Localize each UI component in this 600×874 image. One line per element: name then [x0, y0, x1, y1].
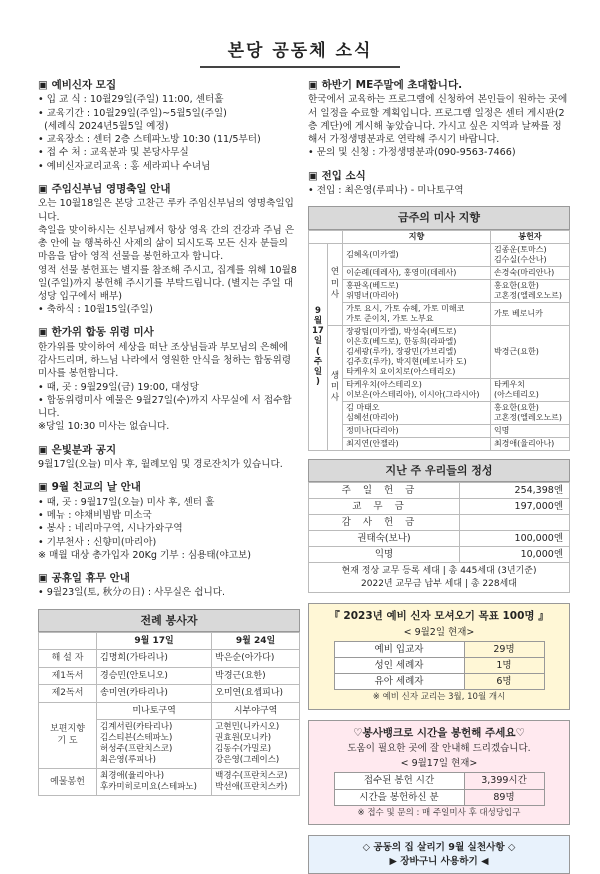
server-name: 권효원(모니카) — [215, 732, 272, 743]
box-subtitle: < 9월17일 현재> — [400, 758, 478, 770]
cell — [212, 719, 300, 768]
box-note: ※ 접수 및 문의 : 매 주일미사 후 대성당입구 — [357, 807, 521, 818]
text-line: 한국에서 교육하는 프로그램에 신청하여 본인들이 원하는 곳에서 일정을 수료할 계획입니다. 프로그램 일정은 센터 게시판(2층 계단)에 게시해 놓았습니다. 가시고 싶은 지역과 날짜를 정해서 가정생명분과로 연락해 주시기 바랍니다. — [308, 94, 568, 146]
group-name: 시부야구역 — [212, 702, 300, 719]
goal-value: 1명 — [464, 657, 544, 673]
offering-value: 10,000엔 — [460, 547, 570, 563]
intent-cell — [343, 401, 491, 424]
offering-label: 익명 — [309, 547, 460, 563]
text-line: (세례식 2024년5월5일 예정) — [38, 120, 169, 132]
servers-table — [38, 632, 300, 796]
me-section — [308, 78, 570, 160]
server-name: 김스티븐(스테파노) — [100, 732, 173, 743]
table-row — [309, 498, 570, 514]
intent-cell — [343, 325, 491, 378]
section-heading: ▣ 주임신부님 영명축일 안내 — [38, 182, 171, 195]
table-row — [309, 378, 570, 401]
campaign-title: ◇ 공동의 집 살리기 9월 실천사항 ◇ — [362, 842, 516, 854]
section-heading: ▣ 하반기 ME주말에 초대합니다. — [308, 79, 463, 91]
intent-cell — [343, 243, 491, 266]
cell: 송미연(카타리나) — [97, 685, 212, 702]
text-line: 축일을 맞이하시는 신부님께서 항상 영육 간의 건강과 주님 은총 안에 늘 행복하신 사제의 삶이 되시도록 모든 신자 분들의 마음을 담아 영적 선물을 봉헌하고자 합니다. — [38, 224, 295, 263]
donor: 익명 — [493, 425, 510, 435]
mass-kind: 생 미 사 — [327, 325, 342, 450]
text-line: • 봉사 : 네리마구역, 시나가와구역 — [38, 523, 183, 535]
goal-value: 29명 — [464, 641, 544, 657]
page-title: 본당 공동체 소식 — [227, 41, 373, 61]
table-row — [334, 789, 544, 805]
box-note: ※ 예비 신자 교리는 3월, 10월 개시 — [372, 692, 506, 702]
table-row — [39, 685, 300, 702]
donor-cell — [490, 302, 569, 325]
goal-label: 성인 세례자 — [334, 657, 464, 673]
intent: 이은호(베드로), 한동희(라파엘) — [346, 336, 457, 346]
group-name: 미나토구역 — [97, 702, 212, 719]
box-title: ♡봉사뱅크로 시간을 봉헌해 주세요♡ — [353, 726, 525, 739]
intent: 김주호(루카), 박지현(베로니카 도) — [346, 356, 467, 366]
section-heading: ▣ 9월 친교의 날 안내 — [38, 481, 141, 494]
donor-cell — [490, 279, 569, 302]
donor-cell — [490, 437, 569, 450]
intent: 위명녀(마리아) — [346, 290, 399, 300]
donor: 홍요한(요한) — [493, 280, 539, 290]
table-row — [309, 514, 570, 530]
text-line: ※당일 10:30 미사는 없습니다. — [38, 421, 170, 433]
server-name: 허성주(프란치스코) — [100, 744, 173, 754]
offering-table — [308, 482, 570, 564]
dues-summary — [308, 563, 570, 593]
offering-value: 100,000엔 — [460, 531, 570, 547]
box-subtitle: < 9월2일 현재> — [403, 626, 475, 638]
intent-cell — [343, 266, 491, 279]
intent: 김혜옥(미카엘) — [346, 249, 399, 259]
transfer-section — [308, 169, 570, 198]
server-name: 백경수(프란치스코) — [215, 771, 288, 782]
fellowship-section — [38, 480, 300, 562]
volunteer-bank-box — [308, 720, 570, 826]
goal-label: 예비 입교자 — [334, 641, 464, 657]
volunteer-label: 시간을 봉헌하신 분 — [334, 789, 464, 805]
table-row — [309, 243, 570, 266]
catechumen-section — [38, 78, 300, 173]
server-name: 최경애(율리아나) — [100, 771, 165, 782]
volunteer-label: 접수된 봉헌 시간 — [334, 773, 464, 789]
intent-cell — [343, 378, 491, 401]
box-title: 『 2023년 예비 신자 모셔오기 목표 100명 』 — [329, 610, 549, 623]
text-line: • 때, 곳 : 9월17일(오늘) 미사 후, 센터 홀 — [38, 496, 215, 508]
offering-label: 감사헌금 — [309, 514, 460, 530]
cell — [97, 719, 212, 768]
donor: 고혼정(엘레오노르) — [493, 290, 563, 300]
intent: 김 마태오 — [346, 402, 380, 412]
intent: 이보은(아스테리아), 이시아(그라시아) — [346, 389, 480, 399]
intent: 장광팀(미카엘), 박성숙(베드로) — [346, 326, 457, 336]
server-name: 최은영(루피나) — [100, 755, 156, 766]
cell: 오미연(요셉피나) — [212, 685, 300, 702]
dues-line: 현재 정상 교무 등록 세대 | 총 445세대 (3년기준) — [341, 566, 537, 577]
intent: 타케우치(아스테리오) — [346, 379, 422, 389]
column-header: 지향 — [343, 230, 491, 243]
donor-cell — [490, 424, 569, 437]
table-row — [309, 266, 570, 279]
offering-label: 권태숙(보나) — [309, 531, 460, 547]
feast-section — [38, 182, 300, 317]
table-row — [309, 424, 570, 437]
donor: 김수실(수산나) — [493, 254, 547, 264]
row-label: 보편지향 기 도 — [39, 702, 97, 769]
text-line: 영적 선물 봉헌표는 별지를 참조해 주시고, 집계를 위해 10월8일(주일)까지 봉헌해 주시기를 부탁드립니다. (별지는 주일 대성당 입구에서 배부) — [38, 264, 297, 303]
social-section — [38, 443, 300, 472]
table-row — [334, 641, 544, 657]
offering-title: 지난 주 우리들의 정성 — [308, 459, 570, 482]
table-row — [39, 650, 300, 667]
text-line: 오는 10월18일은 본당 고찬근 루카 주임신부님의 영명축일입니다. — [38, 198, 294, 223]
table-row — [309, 547, 570, 563]
text-line: 9월17일(오늘) 미사 후, 월례모임 및 경로잔치가 있습니다. — [38, 459, 283, 471]
goal-value: 6명 — [464, 673, 544, 689]
text-line: • 접 수 처 : 교육분과 및 본당사무실 — [38, 147, 189, 159]
donor: 박경근(요한) — [493, 346, 539, 356]
offering-value — [460, 514, 570, 530]
donor: 타케우치 — [493, 379, 525, 389]
box-description: 도움이 필요한 곳에 잘 안내해 드리겠습니다. — [347, 743, 531, 755]
row-label: 제2독서 — [39, 685, 97, 702]
text-line: • 교육장소 : 센터 2층 스테파노방 10:30 (11/5부터) — [38, 134, 261, 146]
intent: 최지연(안젤라) — [346, 438, 399, 448]
table-row — [309, 279, 570, 302]
intent-cell — [343, 437, 491, 450]
text-line: • 입 교 식 : 10월29일(주일) 11:00, 센터홀 — [38, 94, 224, 106]
cell: 박은순(아가다) — [212, 650, 300, 667]
mass-table — [308, 230, 570, 451]
text-line: • 메뉴 : 야채비빔밥 미소국 — [38, 510, 152, 522]
table-row — [39, 667, 300, 684]
column-header: 봉헌자 — [490, 230, 569, 243]
intent-cell — [343, 424, 491, 437]
server-name: 김계서린(카타리나) — [100, 721, 173, 732]
section-heading: ▣ 전입 소식 — [308, 169, 366, 182]
table-row — [309, 325, 570, 378]
server-name: 고현민(니카시오) — [215, 721, 280, 732]
intent: 가토 준이치, 가토 노부요 — [346, 313, 434, 323]
intent: 이순례(데레사), 홍영미(데레사) — [346, 267, 457, 277]
text-line: • 예비신자교리교육 : 홍 세라피나 수녀님 — [38, 160, 211, 172]
donor: 최경애(율리아나) — [493, 438, 555, 448]
donor: 손경숙(마리안나) — [493, 267, 555, 277]
table-row — [309, 401, 570, 424]
table-row — [309, 531, 570, 547]
row-label: 제1독서 — [39, 667, 97, 684]
mass-kind: 연 미 사 — [327, 243, 342, 325]
table-row — [39, 702, 300, 719]
table-row — [334, 657, 544, 673]
donor-cell — [490, 378, 569, 401]
right-column — [308, 78, 570, 874]
intent-cell — [343, 302, 491, 325]
corner-cell — [309, 230, 343, 243]
column-header: 9월 17일 — [97, 632, 212, 649]
campaign-box — [308, 835, 570, 873]
cell — [97, 769, 212, 796]
intent: 정미나(다리아) — [346, 425, 399, 435]
table-row — [309, 482, 570, 498]
mass-title: 금주의 미사 지향 — [308, 206, 570, 229]
donor: 김종운(토마스) — [493, 244, 547, 254]
row-label: 해 설 자 — [39, 650, 97, 667]
goal-label: 유아 세례자 — [334, 673, 464, 689]
text-line: • 축하식 : 10월15일(주일) — [38, 304, 153, 316]
text-line: • 교육기간 : 10월29일(주일)~5월5일(주일) — [38, 107, 227, 119]
campaign-action: ▶ 장바구니 사용하기 ◀ — [389, 855, 489, 867]
servers-title: 전례 봉사자 — [38, 609, 300, 632]
column-header: 9월 24일 — [212, 632, 300, 649]
memorial-section — [38, 325, 300, 433]
text-line: • 9월23일(토, 秋分の日) : 사무실은 쉽니다. — [38, 587, 226, 599]
cell: 박경근(요한) — [212, 667, 300, 684]
table-row — [39, 769, 300, 796]
table-row — [334, 773, 544, 789]
text-line: • 합동위령미사 예물은 9월27일(수)까지 사무실에 서 접수합니다. — [38, 394, 292, 420]
text-line: • 기부천사 : 신향미(마리아) — [38, 536, 157, 548]
text-line: 한가위를 맞이하여 세상을 떠난 조상님들과 부모님의 은혜에 감사드리며, 하느님 나라에서 영원한 안식을 청하는 합동위령미사를 봉헌합니다. — [38, 341, 292, 380]
intent: 가토 요시, 가토 슈헤, 가토 미해코 — [346, 303, 465, 313]
volunteer-table — [334, 772, 545, 805]
intent-cell — [343, 279, 491, 302]
server-name: 박선애(프란치스카) — [215, 782, 288, 793]
row-label: 예물봉헌 — [39, 769, 97, 796]
server-name: 후카미히로미요(스테파노) — [100, 782, 197, 793]
offering-value: 254,398엔 — [460, 482, 570, 498]
section-heading: ▣ 공휴일 휴무 안내 — [38, 571, 130, 584]
text-line: • 전입 : 최은영(루피나) - 미나토구역 — [308, 185, 464, 197]
donor: (아스테리오) — [493, 389, 539, 399]
mass-intentions-panel — [308, 206, 570, 450]
cell: 경승민(안토니오) — [97, 667, 212, 684]
intent: 타케우치 요이치로(아스테리오) — [346, 366, 456, 376]
dues-line: 2022년 교무금 납부 세대 | 총 228세대 — [361, 578, 517, 589]
section-heading: ▣ 한가위 합동 위령 미사 — [38, 326, 154, 339]
volunteer-value: 89명 — [464, 789, 544, 805]
text-line: • 때, 곳 : 9월29일(금) 19:00, 대성당 — [38, 381, 199, 393]
holiday-section — [38, 571, 300, 600]
table-row — [309, 437, 570, 450]
date-label: 9 월 17 일 ( 주 일 ) — [309, 243, 328, 450]
donor: 홍요한(요한) — [493, 402, 539, 412]
section-heading: ▣ 은빛분과 공지 — [38, 443, 117, 456]
intent: 홍판옥(베드로) — [346, 280, 399, 290]
text-line: ※ 매월 대상 총가입자 20Kg 기부 : 심용태(야고보) — [38, 549, 251, 561]
donor-cell — [490, 266, 569, 279]
cell — [212, 769, 300, 796]
intent: 김세광(루카), 장광민(가브리엘) — [346, 346, 457, 356]
intent: 심혜선(마리아) — [346, 412, 399, 422]
offering-label: 교무금 — [309, 498, 460, 514]
corner-cell — [39, 632, 97, 649]
title-underline — [200, 66, 400, 68]
table-row — [334, 673, 544, 689]
donor: 고혼정(엘레오노르) — [493, 412, 563, 422]
cell: 김명희(가타리나) — [97, 650, 212, 667]
goal-table — [334, 641, 545, 690]
donor-cell — [490, 401, 569, 424]
left-column — [38, 78, 300, 796]
donor-cell — [490, 325, 569, 378]
donor-cell — [490, 243, 569, 266]
offering-label: 주일헌금 — [309, 482, 460, 498]
offering-panel — [308, 459, 570, 594]
server-name: 강은영(그레이스) — [215, 755, 280, 766]
table-row — [309, 302, 570, 325]
text-line: • 문의 및 신청 : 가정생명분과(090-9563-7466) — [308, 147, 516, 159]
donor: 가토 베로니카 — [493, 308, 543, 318]
offering-value: 197,000엔 — [460, 498, 570, 514]
volunteer-value: 3,399시간 — [464, 773, 544, 789]
catechumen-goal-box — [308, 603, 570, 710]
server-name: 김동수(가밀로) — [215, 744, 272, 754]
servers-panel — [38, 609, 300, 796]
section-heading: ▣ 예비신자 모집 — [38, 79, 117, 91]
